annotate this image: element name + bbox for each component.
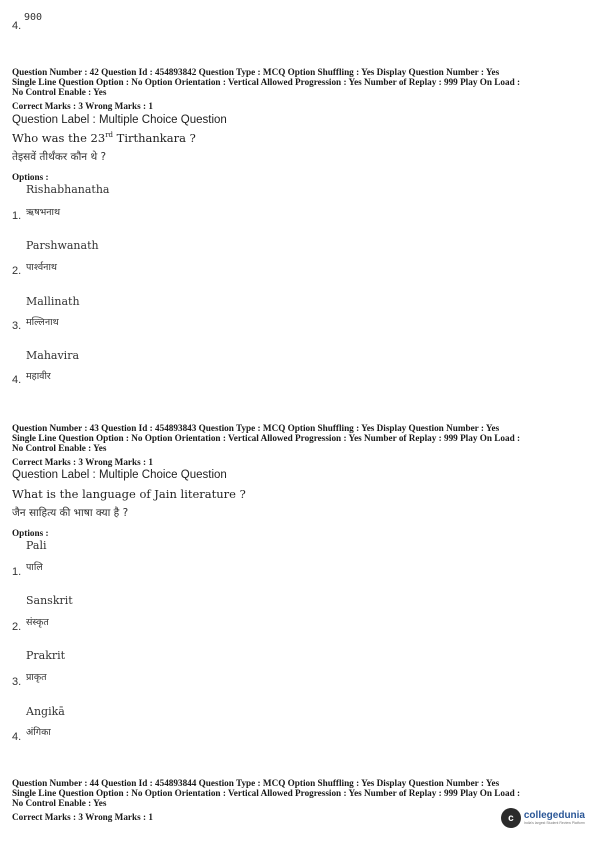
question-text-superscript: rd <box>105 131 114 140</box>
option-english: Pali <box>26 539 47 552</box>
option-number: 3. <box>12 320 22 332</box>
logo-text <box>524 810 585 826</box>
question-label: Question Label : Multiple Choice Question <box>12 114 227 126</box>
option-english: Parshwanath <box>26 239 99 252</box>
collegedunia-logo <box>501 808 585 828</box>
option-english: Angikā <box>26 705 65 718</box>
meta-line: Question Number : 43 Question Id : 454893843 Question Type : MCQ Option Shuffling : Yes Display Question Number : Yes <box>12 423 500 433</box>
option-hindi: पार्श्वनाथ <box>26 262 57 273</box>
meta-line: Single Line Question Option : No Option Orientation : Vertical Allowed Progression : Yes Number of Replay : 999 Play On Load : <box>12 788 521 799</box>
meta-line: Question Number : 44 Question Id : 454893844 Question Type : MCQ Option Shuffling : Yes Display Question Number : Yes <box>12 778 500 788</box>
meta-line: Single Line Question Option : No Option Orientation : Vertical Allowed Progression : Yes Number of Replay : 999 Play On Load : <box>12 433 521 444</box>
question-text <box>12 131 196 145</box>
question-meta <box>12 423 584 454</box>
option-hindi: ऋषभनाथ <box>26 207 61 218</box>
meta-line: Question Number : 42 Question Id : 454893842 Question Type : MCQ Option Shuffling : Yes Display Question Number : Yes <box>12 67 500 77</box>
question-text-hindi: तेइसवें तीर्थंकर कौन थे ? <box>12 151 107 163</box>
option-number: 4. <box>12 731 22 743</box>
option-english: Prakrit <box>26 649 66 662</box>
option-english: Mallinath <box>26 295 80 308</box>
option-english: Rishabhanatha <box>26 183 110 196</box>
options-heading: Options : <box>12 528 49 538</box>
question-text-part: Tirthankara ? <box>113 131 196 145</box>
logo-tagline: India's largest Student Review Platform <box>523 821 585 825</box>
option-english: Sanskrit <box>26 594 73 607</box>
meta-line: No Control Enable : Yes <box>12 798 107 809</box>
question-text: What is the language of Jain literature ? <box>12 487 246 501</box>
marks-line: Correct Marks : 3 Wrong Marks : 1 <box>12 812 153 822</box>
option-hindi: अंगिका <box>26 727 51 738</box>
prev-option-number: 4. <box>12 20 22 32</box>
meta-line: No Control Enable : Yes <box>12 443 107 454</box>
option-number: 2. <box>12 265 22 277</box>
meta-line: No Control Enable : Yes <box>12 87 107 98</box>
option-number: 4. <box>12 374 22 386</box>
option-hindi: पालि <box>26 562 43 573</box>
question-meta <box>12 778 584 809</box>
logo-name: collegedunia <box>523 810 585 821</box>
marks-line: Correct Marks : 3 Wrong Marks : 1 <box>12 101 153 111</box>
prev-option-text: 900 <box>24 12 43 23</box>
marks-line: Correct Marks : 3 Wrong Marks : 1 <box>12 457 153 467</box>
options-heading: Options : <box>12 172 49 182</box>
option-english: Mahavira <box>26 349 80 362</box>
question-text-part: Who was the 23 <box>12 131 106 145</box>
option-number: 1. <box>12 210 22 222</box>
question-meta <box>12 67 584 98</box>
option-hindi: संस्कृत <box>26 617 49 628</box>
question-label: Question Label : Multiple Choice Question <box>12 469 227 481</box>
option-hindi: मल्लिनाथ <box>26 317 59 328</box>
option-number: 2. <box>12 621 22 633</box>
meta-line: Single Line Question Option : No Option Orientation : Vertical Allowed Progression : Yes Number of Replay : 999 Play On Load : <box>12 77 521 88</box>
option-number: 1. <box>12 566 22 578</box>
question-text-hindi: जैन साहित्य की भाषा क्या है ? <box>12 507 129 519</box>
logo-icon: c <box>501 808 521 828</box>
option-hindi: प्राकृत <box>26 672 47 683</box>
option-number: 3. <box>12 676 22 688</box>
option-hindi: महावीर <box>26 371 51 382</box>
